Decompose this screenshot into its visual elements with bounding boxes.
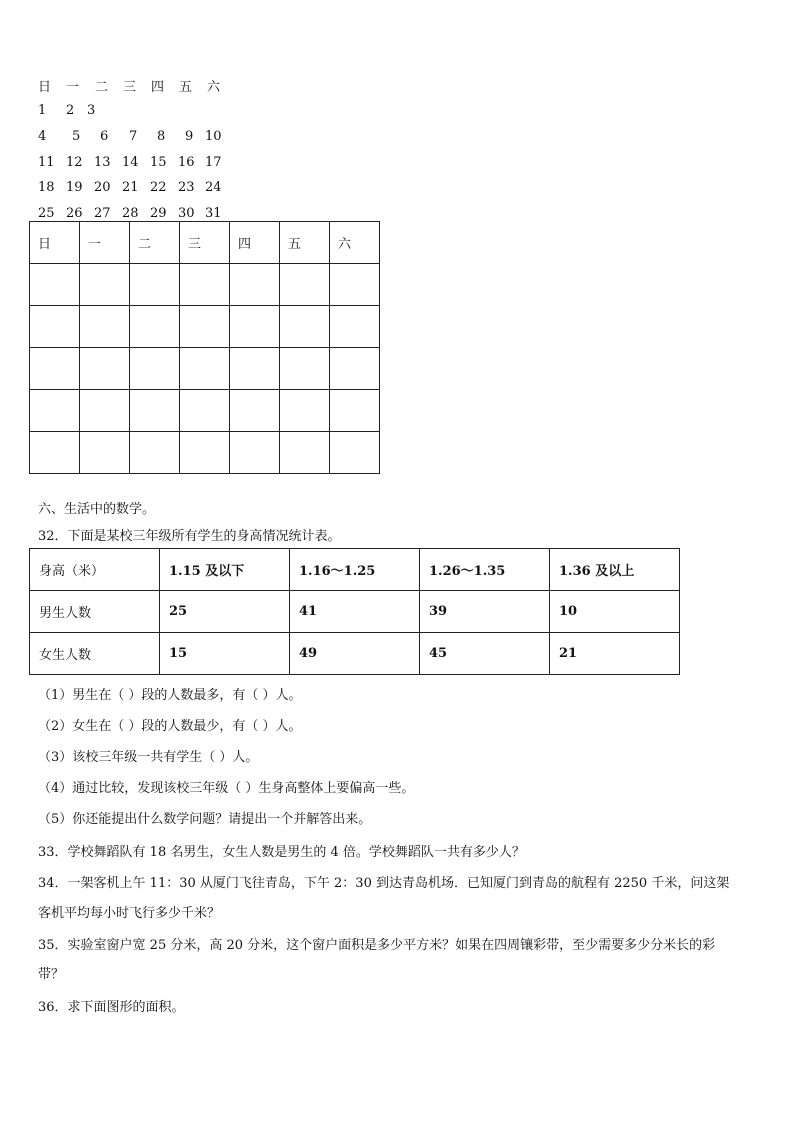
q33: 33．学校舞蹈队有 18 名男生，女生人数是男生的 4 倍。学校舞蹈队一共有多少人？ <box>38 845 525 860</box>
grid-empty-cell <box>30 348 80 390</box>
table-header-cell: 身高（米） <box>30 549 160 591</box>
calendar-grid-row <box>30 390 380 432</box>
table-row <box>30 633 680 675</box>
calendar-grid <box>29 221 380 474</box>
grid-empty-cell <box>80 306 130 348</box>
q32-sub-3: （3）该校三年级一共有学生（ ）人。 <box>38 750 259 765</box>
calendar-day: 1 <box>38 103 47 118</box>
table-header-row <box>30 549 680 591</box>
table-cell: 25 <box>160 591 290 633</box>
calendar-day: 14 <box>122 155 139 170</box>
calendar-day: 15 <box>150 155 167 170</box>
calendar-day: 10 <box>205 129 222 144</box>
grid-header-cell: 六 <box>330 222 380 264</box>
q32-sub-2: （2）女生在（ ）段的人数最少，有（ ）人。 <box>38 719 302 734</box>
calendar-grid-header <box>30 222 380 264</box>
grid-empty-cell <box>330 348 380 390</box>
calendar-grid-row <box>30 264 380 306</box>
calendar-day: 23 <box>178 180 195 195</box>
table-cell: 10 <box>550 591 680 633</box>
table-header-cell: 1.16～1.25 <box>290 549 420 591</box>
grid-empty-cell <box>130 306 180 348</box>
grid-empty-cell <box>180 390 230 432</box>
grid-empty-cell <box>80 432 130 474</box>
grid-empty-cell <box>80 348 130 390</box>
q32-sub-1: （1）男生在（ ）段的人数最多，有（ ）人。 <box>38 688 302 703</box>
calendar-day: 9 <box>185 129 194 144</box>
table-cell: 15 <box>160 633 290 675</box>
grid-empty-cell <box>330 306 380 348</box>
section-title: 六、生活中的数学。 <box>38 502 156 517</box>
grid-header-cell: 四 <box>230 222 280 264</box>
calendar-day: 20 <box>94 180 111 195</box>
grid-empty-cell <box>80 390 130 432</box>
grid-header-cell: 一 <box>80 222 130 264</box>
grid-empty-cell <box>130 348 180 390</box>
table-header-cell: 1.15 及以下 <box>160 549 290 591</box>
grid-header-cell: 五 <box>280 222 330 264</box>
table-cell: 21 <box>550 633 680 675</box>
grid-empty-cell <box>230 306 280 348</box>
table-row-label: 女生人数 <box>30 633 160 675</box>
calendar-day: 16 <box>178 155 195 170</box>
calendar-grid-row <box>30 348 380 390</box>
calendar-day: 5 <box>72 129 81 144</box>
table-header-cell: 1.26～1.35 <box>420 549 550 591</box>
q32-prompt: 32．下面是某校三年级所有学生的身高情况统计表。 <box>38 529 341 544</box>
grid-empty-cell <box>130 390 180 432</box>
weekday-wed: 三 <box>123 80 137 95</box>
grid-empty-cell <box>30 264 80 306</box>
grid-empty-cell <box>130 432 180 474</box>
calendar-day: 24 <box>205 180 222 195</box>
grid-empty-cell <box>230 432 280 474</box>
calendar-day: 30 <box>178 206 195 221</box>
grid-empty-cell <box>130 264 180 306</box>
table-cell: 39 <box>420 591 550 633</box>
q34-line-2: 客机平均每小时飞行多少千米？ <box>38 906 221 921</box>
q36: 36．求下面图形的面积。 <box>38 1000 185 1015</box>
q34-line-1: 34．一架客机上午 11：30 从厦门飞往青岛，下午 2：30 到达青岛机场．已知厦门到青岛的航程有 2250 千米，问这架 <box>38 876 730 891</box>
q35-line-2: 带？ <box>38 967 65 982</box>
calendar-day: 21 <box>122 180 139 195</box>
calendar-day: 25 <box>38 206 55 221</box>
table-row <box>30 591 680 633</box>
calendar-day: 27 <box>94 206 111 221</box>
grid-empty-cell <box>30 390 80 432</box>
table-cell: 41 <box>290 591 420 633</box>
grid-empty-cell <box>230 390 280 432</box>
grid-empty-cell <box>280 264 330 306</box>
grid-empty-cell <box>230 264 280 306</box>
grid-empty-cell <box>330 390 380 432</box>
calendar-day: 8 <box>157 129 166 144</box>
weekday-fri: 五 <box>179 80 193 95</box>
table-cell: 45 <box>420 633 550 675</box>
calendar-day: 29 <box>150 206 167 221</box>
weekday-thu: 四 <box>151 80 165 95</box>
grid-empty-cell <box>30 432 80 474</box>
calendar-day: 6 <box>100 129 109 144</box>
grid-empty-cell <box>280 432 330 474</box>
weekday-mon: 一 <box>66 80 80 95</box>
grid-empty-cell <box>330 432 380 474</box>
grid-empty-cell <box>280 348 330 390</box>
calendar-day: 17 <box>205 155 222 170</box>
calendar-day: 31 <box>205 206 222 221</box>
grid-empty-cell <box>180 306 230 348</box>
height-stats-table <box>29 548 680 675</box>
grid-empty-cell <box>180 432 230 474</box>
grid-header-cell: 日 <box>30 222 80 264</box>
grid-empty-cell <box>280 306 330 348</box>
calendar-day: 18 <box>38 180 55 195</box>
grid-empty-cell <box>180 348 230 390</box>
weekday-sun: 日 <box>38 80 52 95</box>
calendar-day: 2 <box>66 103 75 118</box>
weekday-tue: 二 <box>95 80 109 95</box>
calendar-day: 13 <box>94 155 111 170</box>
calendar-day: 4 <box>38 129 47 144</box>
calendar-grid-row <box>30 306 380 348</box>
calendar-day: 28 <box>122 206 139 221</box>
calendar-day: 22 <box>150 180 167 195</box>
grid-empty-cell <box>80 264 130 306</box>
calendar-day: 3 <box>87 103 96 118</box>
grid-empty-cell <box>230 348 280 390</box>
table-header-cell: 1.36 及以上 <box>550 549 680 591</box>
calendar-day: 7 <box>129 129 138 144</box>
grid-header-cell: 二 <box>130 222 180 264</box>
q32-sub-5: （5）你还能提出什么数学问题？请提出一个并解答出来。 <box>38 812 372 827</box>
weekday-sat: 六 <box>207 80 221 95</box>
grid-empty-cell <box>30 306 80 348</box>
grid-empty-cell <box>180 264 230 306</box>
grid-empty-cell <box>280 390 330 432</box>
table-row-label: 男生人数 <box>30 591 160 633</box>
calendar-day: 26 <box>66 206 83 221</box>
calendar-day: 11 <box>38 155 55 170</box>
calendar-grid-row <box>30 432 380 474</box>
grid-empty-cell <box>330 264 380 306</box>
table-cell: 49 <box>290 633 420 675</box>
calendar-day: 12 <box>66 155 83 170</box>
q32-sub-4: （4）通过比较，发现该校三年级（ ）生身高整体上要偏高一些。 <box>38 781 415 796</box>
calendar-day: 19 <box>66 180 83 195</box>
grid-header-cell: 三 <box>180 222 230 264</box>
q35-line-1: 35．实验室窗户宽 25 分米，高 20 分米，这个窗户面积是多少平方米？如果在四周镶彩带，至少需要多少分米长的彩 <box>38 938 716 953</box>
